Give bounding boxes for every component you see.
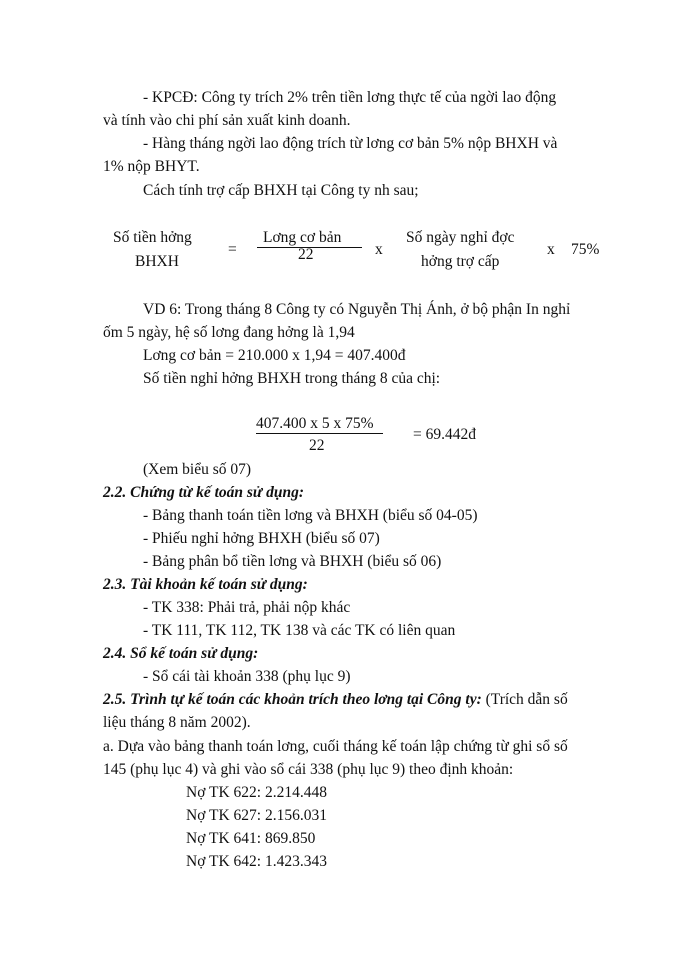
step-a-line-1: a. Dựa vào bảng thanh toán lơng, cuối tháng kế toán lập chứng từ ghi sổ số: [103, 738, 568, 755]
formula-lhs-line-1: Số tiền hởng: [113, 229, 192, 246]
formula-days-line-1: Số ngày nghỉ đợc: [406, 229, 515, 246]
calc-fraction-bar: [256, 433, 383, 434]
kpcd-line-1: - KPCĐ: Công ty trích 2% trên tiền lơng thực tế của ngời lao động: [143, 89, 557, 106]
example-line-4: Số tiền nghỉ hởng BHXH trong tháng 8 của chị:: [143, 370, 441, 387]
calc-result: = 69.442đ: [413, 426, 476, 443]
section-2-4-item: - Sổ cái tài khoản 338 (phụ lục 9): [143, 668, 351, 685]
section-2-3-item: - TK 111, TK 112, TK 138 và các TK có liên quan: [143, 622, 456, 639]
section-2-2-item: - Bảng thanh toán tiền lơng và BHXH (biểu số 04-05): [143, 507, 478, 524]
example-line-3: Lơng cơ bản = 210.000 x 1,94 = 407.400đ: [143, 347, 406, 364]
journal-entry: Nợ TK 641: 869.850: [186, 830, 316, 847]
formula-times-1: x: [375, 241, 383, 258]
section-2-4-heading: 2.4. Sổ kế toán sử dụng:: [103, 645, 259, 662]
section-2-5-line-2: liệu tháng 8 năm 2002).: [103, 714, 251, 731]
section-2-2-item: - Phiếu nghỉ hởng BHXH (biểu số 07): [143, 530, 380, 547]
journal-entry: Nợ TK 627: 2.156.031: [186, 807, 327, 824]
journal-entry: Nợ TK 622: 2.214.448: [186, 784, 327, 801]
calculation-intro: Cách tính trợ cấp BHXH tại Công ty nh sau;: [143, 182, 419, 199]
formula-numerator: Lơng cơ bản: [263, 229, 342, 246]
example-line-1: VD 6: Trong tháng 8 Công ty có Nguyễn Thị Ánh, ở bộ phận In nghỉ: [143, 301, 571, 318]
section-2-2-heading: 2.2. Chứng từ kế toán sử dụng:: [103, 484, 304, 501]
section-2-5-heading-line: [103, 690, 568, 710]
formula-denominator: 22: [298, 246, 314, 263]
formula-rate: 75%: [571, 241, 600, 258]
calc-numerator: 407.400 x 5 x 75%: [256, 415, 374, 432]
see-form-note: (Xem biểu số 07): [143, 461, 252, 478]
section-2-2-item: - Bảng phân bổ tiền lơng và BHXH (biểu số 06): [143, 553, 442, 570]
calc-denominator: 22: [309, 437, 325, 454]
example-line-2: ốm 5 ngày, hệ số lơng đang hởng là 1,94: [103, 324, 355, 341]
formula-equals: =: [228, 241, 237, 258]
step-a-line-2: 145 (phụ lục 4) và ghi vào sổ cái 338 (phụ lục 9) theo định khoản:: [103, 761, 514, 778]
formula-times-2: x: [547, 241, 555, 258]
monthly-deduction-line-1: - Hàng tháng ngời lao động trích từ lơng cơ bản 5% nộp BHXH và: [143, 135, 558, 152]
kpcd-line-2: và tính vào chi phí sản xuất kinh doanh.: [103, 112, 351, 129]
section-2-3-heading: 2.3. Tài khoản kế toán sử dụng:: [103, 576, 308, 593]
formula-lhs-line-2: BHXH: [135, 253, 179, 270]
section-2-5-heading: 2.5. Trình tự kế toán các khoản trích theo lơng tại Công ty:: [103, 691, 482, 708]
monthly-deduction-line-2: 1% nộp BHYT.: [103, 158, 200, 175]
section-2-3-item: - TK 338: Phải trả, phải nộp khác: [143, 599, 351, 616]
journal-entry: Nợ TK 642: 1.423.343: [186, 853, 327, 870]
section-2-5-heading-tail: (Trích dẫn số: [481, 691, 568, 708]
formula-days-line-2: hởng trợ cấp: [421, 253, 500, 270]
